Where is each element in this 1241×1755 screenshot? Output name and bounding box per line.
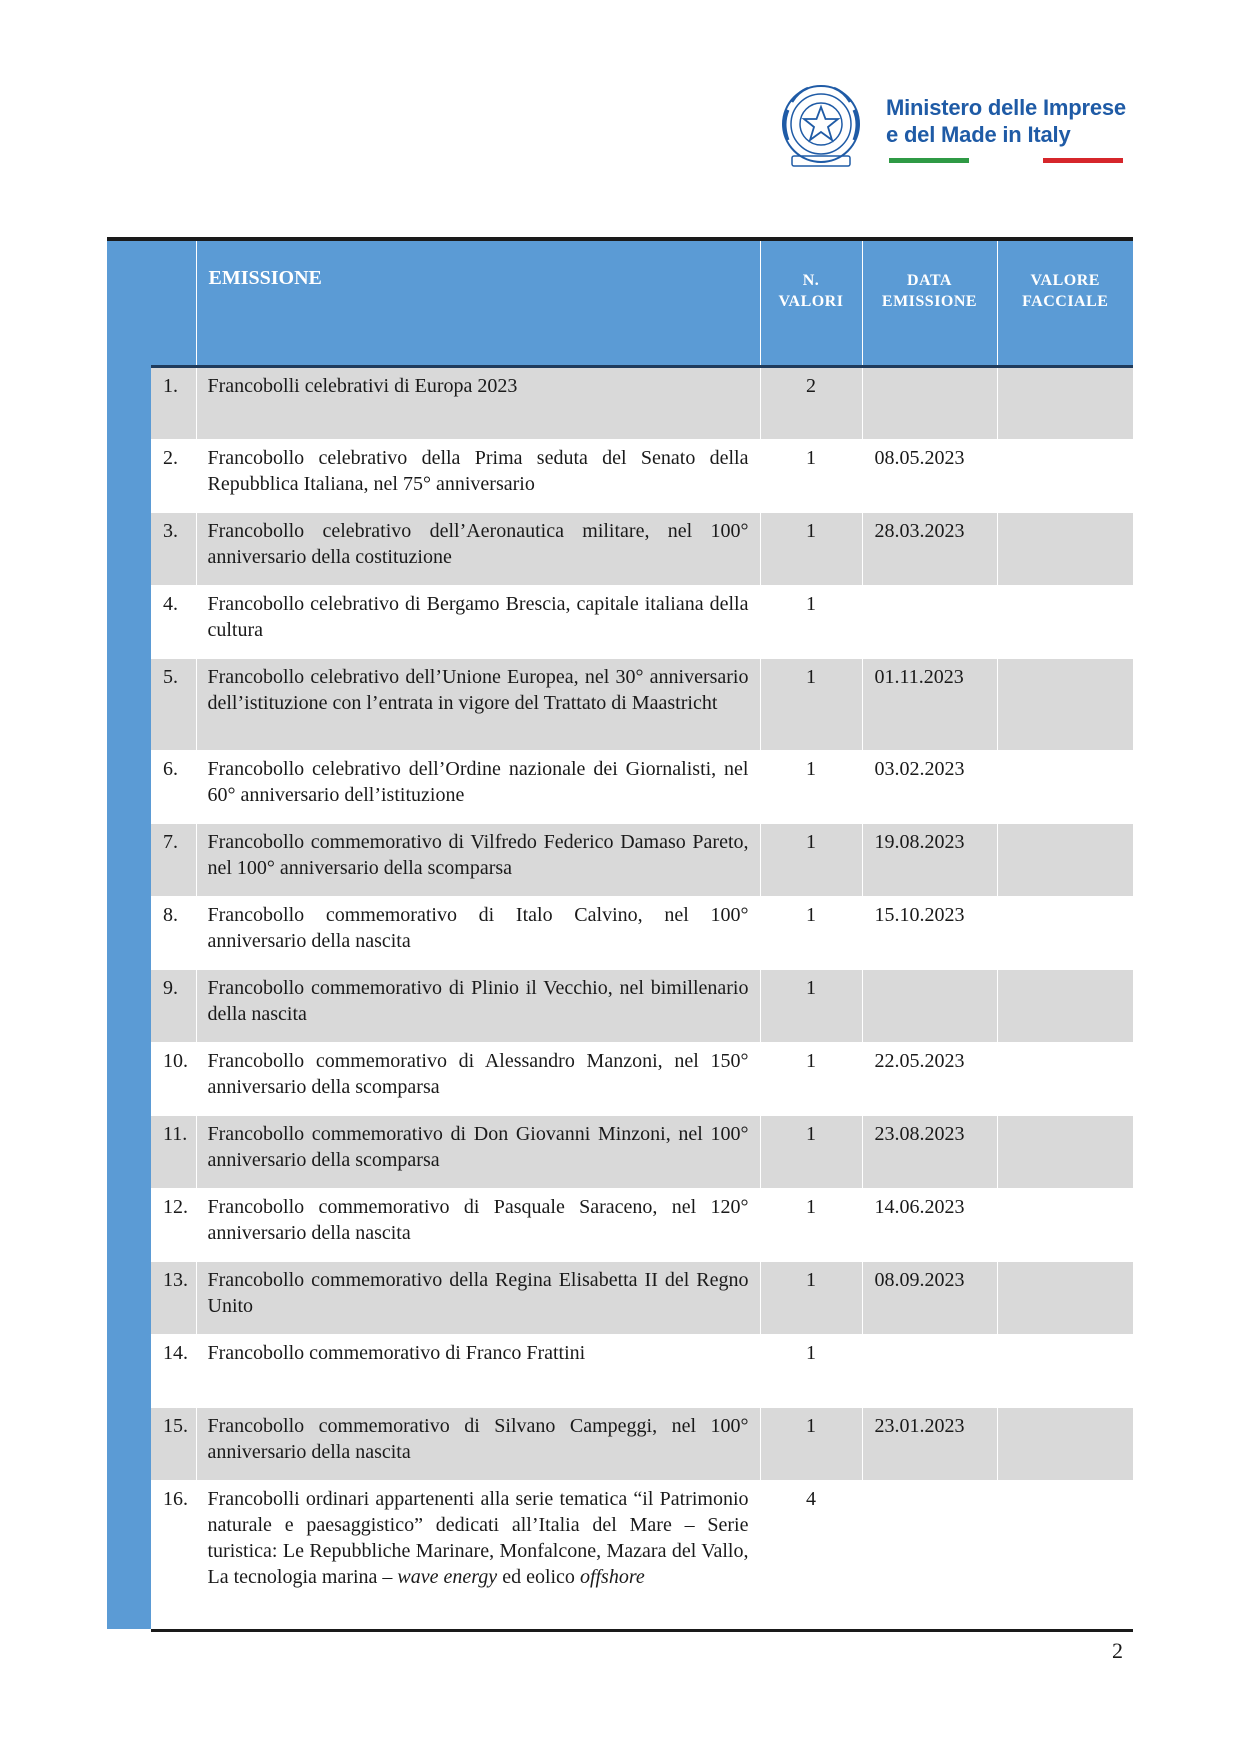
table-row bbox=[151, 824, 1133, 897]
row-title-italic: wave energy bbox=[397, 1566, 498, 1588]
row-n-valori: 1 bbox=[760, 1189, 862, 1262]
table-row bbox=[151, 1189, 1133, 1262]
row-data-emissione bbox=[862, 586, 997, 659]
row-title: Francobollo commemorativo di Alessandro Manzoni, nel 150° anniversario della scomparsa bbox=[196, 1043, 760, 1116]
row-number: 7. bbox=[151, 824, 196, 897]
row-title-main: Francobolli ordinari appartenenti alla serie tematica “il Patrimonio naturale e paesaggistico” dedicati all’Italia del Mare – Serie turistica: Le Repubbliche Marinare, Monfalcone, Mazara del Vallo, La tecnologia marina – bbox=[207, 1488, 749, 1588]
row-valore-facciale bbox=[997, 659, 1133, 751]
table-row bbox=[151, 440, 1133, 513]
row-valore-facciale bbox=[997, 1481, 1133, 1629]
table-header-row bbox=[151, 241, 1133, 367]
row-n-valori: 1 bbox=[760, 897, 862, 970]
row-data-emissione: 08.09.2023 bbox=[862, 1262, 997, 1335]
row-number: 16. bbox=[151, 1481, 196, 1629]
header-data-line1: DATA bbox=[907, 272, 952, 289]
header-number-column bbox=[151, 241, 196, 367]
table-bottom-rule bbox=[151, 1629, 1133, 1632]
row-data-emissione: 03.02.2023 bbox=[862, 751, 997, 824]
row-data-emissione bbox=[862, 367, 997, 440]
row-title: Francobollo celebrativo dell’Ordine nazionale dei Giornalisti, nel 60° anniversario dell’istituzione bbox=[196, 751, 760, 824]
row-title: Francobolli celebrativi di Europa 2023 bbox=[196, 367, 760, 440]
row-number: 3. bbox=[151, 513, 196, 586]
row-n-valori: 1 bbox=[760, 440, 862, 513]
row-data-emissione: 23.08.2023 bbox=[862, 1116, 997, 1189]
row-title: Francobollo celebrativo della Prima seduta del Senato della Repubblica Italiana, nel 75° anniversario bbox=[196, 440, 760, 513]
row-data-emissione: 28.03.2023 bbox=[862, 513, 997, 586]
table-row bbox=[151, 1043, 1133, 1116]
row-title: Francobollo commemorativo di Don Giovanni Minzoni, nel 100° anniversario della scomparsa bbox=[196, 1116, 760, 1189]
row-data-emissione: 19.08.2023 bbox=[862, 824, 997, 897]
table-row bbox=[151, 367, 1133, 440]
row-n-valori: 1 bbox=[760, 1408, 862, 1481]
row-data-emissione: 22.05.2023 bbox=[862, 1043, 997, 1116]
row-number: 1. bbox=[151, 367, 196, 440]
row-n-valori: 1 bbox=[760, 824, 862, 897]
table-row bbox=[151, 970, 1133, 1043]
header-valore-facciale bbox=[997, 241, 1133, 367]
row-valore-facciale bbox=[997, 1189, 1133, 1262]
row-number: 15. bbox=[151, 1408, 196, 1481]
italian-republic-emblem-icon bbox=[778, 80, 864, 176]
row-valore-facciale bbox=[997, 1043, 1133, 1116]
ministry-logo bbox=[778, 80, 1128, 180]
row-title-italic: offshore bbox=[579, 1566, 645, 1588]
table-row bbox=[151, 1116, 1133, 1189]
row-valore-facciale bbox=[997, 970, 1133, 1043]
row-n-valori: 1 bbox=[760, 751, 862, 824]
row-title: Francobollo celebrativo dell’Unione Europea, nel 30° anniversario dell’istituzione con l’entrata in vigore del Trattato di Maastricht bbox=[196, 659, 760, 751]
row-number: 14. bbox=[151, 1335, 196, 1408]
header-n-valori bbox=[760, 241, 862, 367]
row-number: 13. bbox=[151, 1262, 196, 1335]
row-title: Francobollo commemorativo della Regina Elisabetta II del Regno Unito bbox=[196, 1262, 760, 1335]
row-title: Francobollo celebrativo dell’Aeronautica militare, nel 100° anniversario della costituzione bbox=[196, 513, 760, 586]
row-n-valori: 1 bbox=[760, 1116, 862, 1189]
row-data-emissione: 08.05.2023 bbox=[862, 440, 997, 513]
table-row bbox=[151, 1481, 1133, 1629]
row-number: 4. bbox=[151, 586, 196, 659]
row-valore-facciale bbox=[997, 586, 1133, 659]
row-n-valori: 1 bbox=[760, 1043, 862, 1116]
table-row bbox=[151, 659, 1133, 751]
row-valore-facciale bbox=[997, 367, 1133, 440]
header-valore-line1: VALORE bbox=[1030, 272, 1100, 289]
row-number: 10. bbox=[151, 1043, 196, 1116]
row-valore-facciale bbox=[997, 440, 1133, 513]
page-number: 2 bbox=[1112, 1638, 1123, 1663]
row-n-valori: 1 bbox=[760, 513, 862, 586]
table-row bbox=[151, 751, 1133, 824]
ministry-name-line2: e del Made in Italy bbox=[886, 122, 1071, 147]
row-number: 8. bbox=[151, 897, 196, 970]
row-valore-facciale bbox=[997, 824, 1133, 897]
header-valore-line2: FACCIALE bbox=[1022, 293, 1109, 310]
row-n-valori: 1 bbox=[760, 970, 862, 1043]
row-data-emissione bbox=[862, 1481, 997, 1629]
row-valore-facciale bbox=[997, 1262, 1133, 1335]
emissions-table bbox=[151, 241, 1133, 1629]
row-valore-facciale bbox=[997, 897, 1133, 970]
row-title: Francobollo commemorativo di Vilfredo Federico Damaso Pareto, nel 100° anniversario della scomparsa bbox=[196, 824, 760, 897]
table-row bbox=[151, 586, 1133, 659]
row-valore-facciale bbox=[997, 1335, 1133, 1408]
row-data-emissione bbox=[862, 1335, 997, 1408]
flag-red-bar bbox=[1043, 158, 1123, 163]
row-number: 6. bbox=[151, 751, 196, 824]
header-data-emissione bbox=[862, 241, 997, 367]
row-title: Francobollo celebrativo di Bergamo Brescia, capitale italiana della cultura bbox=[196, 586, 760, 659]
table-row bbox=[151, 1335, 1133, 1408]
row-data-emissione: 15.10.2023 bbox=[862, 897, 997, 970]
header-emissione: EMISSIONE bbox=[196, 241, 760, 367]
row-valore-facciale bbox=[997, 751, 1133, 824]
row-n-valori: 1 bbox=[760, 1262, 862, 1335]
row-data-emissione: 14.06.2023 bbox=[862, 1189, 997, 1262]
row-title: Francobollo commemorativo di Plinio il Vecchio, nel bimillenario della nascita bbox=[196, 970, 760, 1043]
table-left-band bbox=[107, 241, 151, 1629]
row-data-emissione bbox=[862, 970, 997, 1043]
row-data-emissione: 23.01.2023 bbox=[862, 1408, 997, 1481]
row-n-valori: 2 bbox=[760, 367, 862, 440]
header-n-valori-line1: N. bbox=[802, 272, 820, 289]
row-number: 2. bbox=[151, 440, 196, 513]
table-row bbox=[151, 513, 1133, 586]
row-data-emissione: 01.11.2023 bbox=[862, 659, 997, 751]
flag-green-bar bbox=[889, 158, 969, 163]
table-row bbox=[151, 1408, 1133, 1481]
ministry-name-line1: Ministero delle Imprese bbox=[886, 95, 1126, 120]
row-title bbox=[196, 1481, 760, 1629]
header-data-line2: EMISSIONE bbox=[881, 293, 978, 310]
row-n-valori: 1 bbox=[760, 1335, 862, 1408]
row-title: Francobollo commemorativo di Silvano Campeggi, nel 100° anniversario della nascita bbox=[196, 1408, 760, 1481]
row-title: Francobollo commemorativo di Pasquale Saraceno, nel 120° anniversario della nascita bbox=[196, 1189, 760, 1262]
row-number: 5. bbox=[151, 659, 196, 751]
ministry-name bbox=[886, 94, 1126, 148]
row-n-valori: 1 bbox=[760, 659, 862, 751]
table-row bbox=[151, 1262, 1133, 1335]
row-title-mid: ed eolico bbox=[497, 1566, 580, 1588]
row-number: 11. bbox=[151, 1116, 196, 1189]
header-n-valori-line2: VALORI bbox=[778, 293, 844, 310]
row-n-valori: 1 bbox=[760, 586, 862, 659]
row-valore-facciale bbox=[997, 1116, 1133, 1189]
row-valore-facciale bbox=[997, 513, 1133, 586]
row-title: Francobollo commemorativo di Franco Frattini bbox=[196, 1335, 760, 1408]
row-title: Francobollo commemorativo di Italo Calvino, nel 100° anniversario della nascita bbox=[196, 897, 760, 970]
table-row bbox=[151, 897, 1133, 970]
row-n-valori: 4 bbox=[760, 1481, 862, 1629]
row-number: 12. bbox=[151, 1189, 196, 1262]
row-valore-facciale bbox=[997, 1408, 1133, 1481]
row-number: 9. bbox=[151, 970, 196, 1043]
